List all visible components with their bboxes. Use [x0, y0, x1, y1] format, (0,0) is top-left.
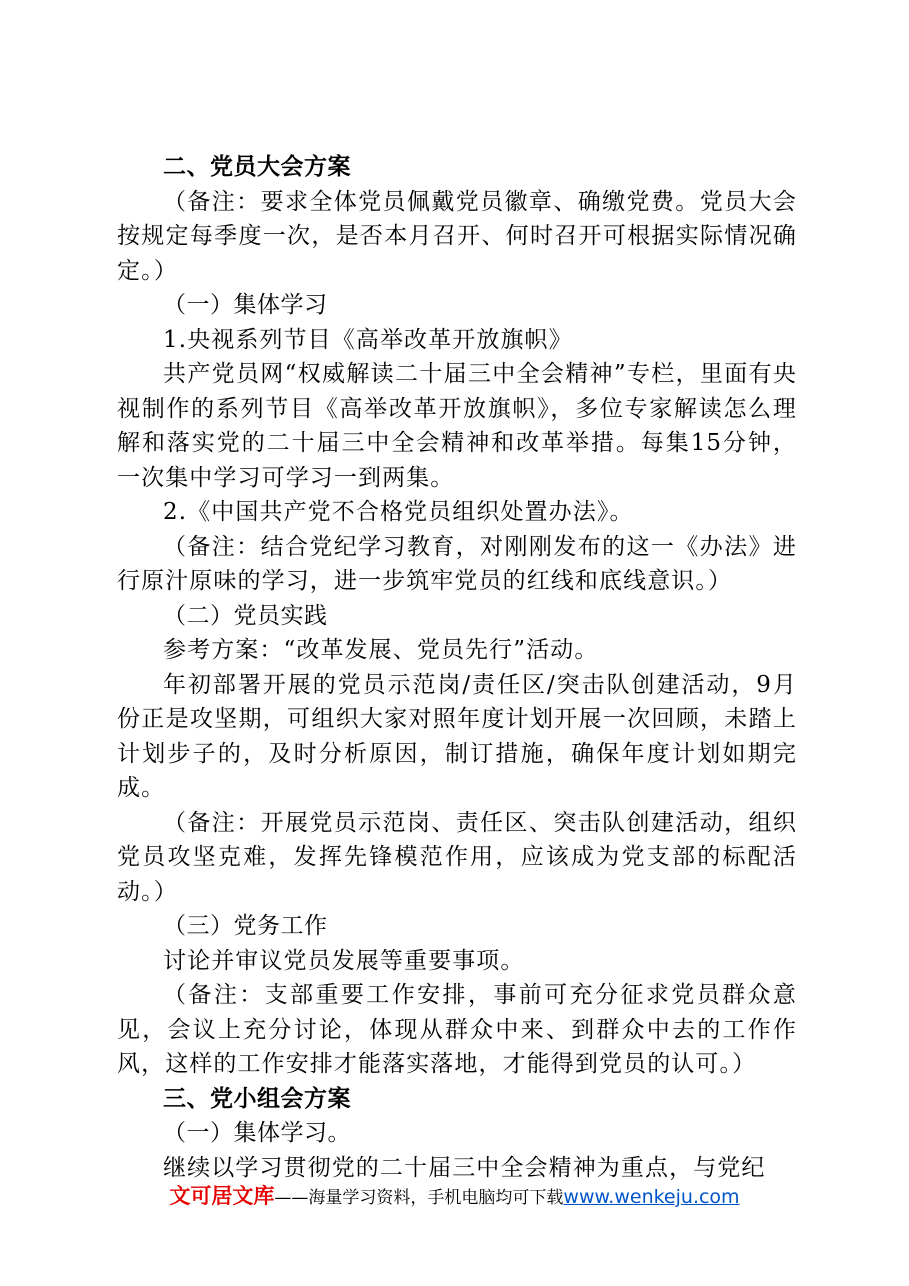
footer-site-link[interactable]: www.wenkeju.com	[563, 1186, 740, 1208]
note-paragraph: （备注：要求全体党员佩戴党员徽章、确缴党费。党员大会按规定每季度一次，是否本月召开、何时召开可根据实际情况确定。）	[117, 188, 797, 284]
subsection-heading: （三）党务工作	[163, 913, 328, 939]
body-paragraph: 年初部署开展的党员示范岗/责任区/突击队创建活动，9月份正是攻坚期，可组织大家对照年度计划开展一次回顾，未踏上计划步子的，及时分析原因，制订措施，确保年度计划如期完成。	[117, 671, 797, 801]
body-paragraph: 讨论并审议党员发展等重要事项。	[163, 947, 525, 974]
subsection-heading: （一）集体学习。	[163, 1120, 351, 1146]
note-paragraph: （备注：结合党纪学习教育，对刚刚发布的这一《办法》进行原汁原味的学习，进一步筑牢党员的红线和底线意识。）	[117, 533, 797, 594]
footer-slogan: ——海量学习资料，手机电脑均可下载	[274, 1188, 564, 1208]
subsection-heading: （一）集体学习	[163, 292, 328, 318]
section-heading: 二、党员大会方案	[163, 154, 351, 180]
body-paragraph: 继续以学习贯彻党的二十届三中全会精神为重点，与党纪	[163, 1154, 766, 1181]
document-body	[117, 150, 797, 1185]
footer-brand: 文可居文库	[169, 1184, 275, 1208]
body-paragraph: 共产党员网“权威解读二十届三中全会精神”专栏，里面有央视制作的系列节目《高举改革开放旗帜》，多位专家解读怎么理解和落实党的二十届三中全会精神和改革举措。每集15分钟，一次集中学习可学习一到两集。	[117, 361, 797, 491]
note-paragraph: （备注：开展党员示范岗、责任区、突击队创建活动，组织党员攻坚克难，发挥先锋模范作用，应该成为党支部的标配活动。）	[117, 809, 797, 905]
subsection-heading: （二）党员实践	[163, 602, 328, 629]
footer-banner	[0, 1180, 909, 1210]
note-paragraph: （备注：支部重要工作安排，事前可充分征求党员群众意见，会议上充分讨论，体现从群众中来、到群众中去的工作作风，这样的工作安排才能落实落地，才能得到党员的认可。）	[117, 982, 797, 1077]
body-paragraph: 1.央视系列节目《高举改革开放旗帜》	[163, 326, 573, 353]
body-paragraph: 2.《中国共产党不合格党员组织处置办法》。	[163, 499, 634, 525]
section-heading: 三、党小组会方案	[163, 1085, 351, 1112]
body-paragraph: 参考方案：“改革发展、党员先行”活动。	[163, 637, 599, 663]
